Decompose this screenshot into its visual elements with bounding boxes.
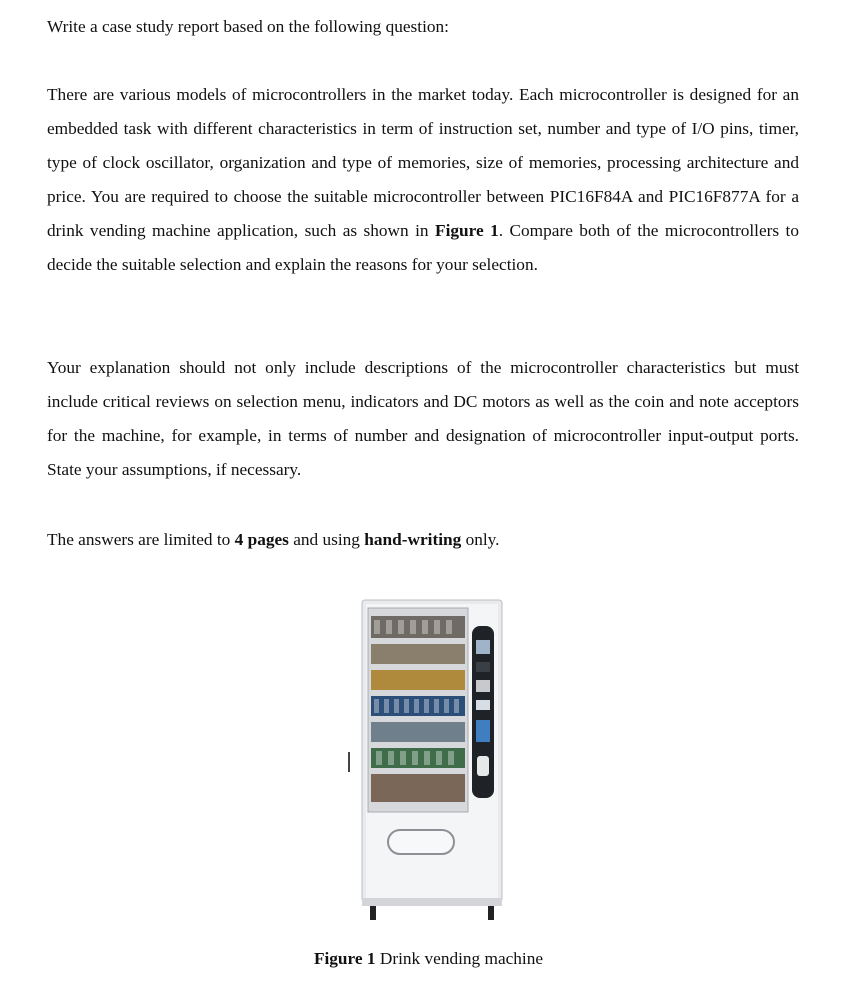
paragraph-explanation-requirements: Your explanation should not only include descriptions of the microcontroller characteristics but must include critical reviews on selection menu, indicators and DC motors as well as the coin and note acceptors for the machine, for example, in terms of number and designation of microcontroller input-output ports. State your assumptions, if necessary. xyxy=(47,358,799,479)
paragraph2-part1: There are various models of microcontrollers in the market today. Each microcontroller is designed for an embedded task with different characteristics in term of instruction set, number and type of I/O pins, timer, type of clock oscillator, organization and type of memories, size of memories, processing architecture and price. You are required to choose the suitable microcontroller between PIC16F84A and PIC16F877A for a drink vending machine application, such as shown in xyxy=(47,85,799,240)
paragraph4-part3: only. xyxy=(461,530,500,549)
vending-machine-figure xyxy=(340,596,520,926)
paragraph2-part2: . Compare both of the microcontrollers to decide the suitable selection and explain the reasons for your selection. xyxy=(47,221,799,274)
paragraph-answer-limits xyxy=(47,523,799,557)
question-intro: Write a case study report based on the following question: xyxy=(47,17,449,36)
page-limit: 4 pages xyxy=(234,530,289,549)
paragraph4-part2: and using xyxy=(288,530,365,549)
figure-caption-text: Drink vending machine xyxy=(375,949,544,968)
figure-label: Figure 1 xyxy=(313,949,376,968)
handwriting-requirement: hand-writing xyxy=(364,530,462,549)
dispensing-slot xyxy=(388,830,454,854)
figure-caption xyxy=(0,946,857,972)
vending-machine-image xyxy=(340,596,520,926)
paragraph4-part1: The answers are limited to xyxy=(47,530,235,549)
figure-reference: Figure 1 xyxy=(435,221,499,240)
paragraph-microcontroller-task xyxy=(47,78,799,282)
